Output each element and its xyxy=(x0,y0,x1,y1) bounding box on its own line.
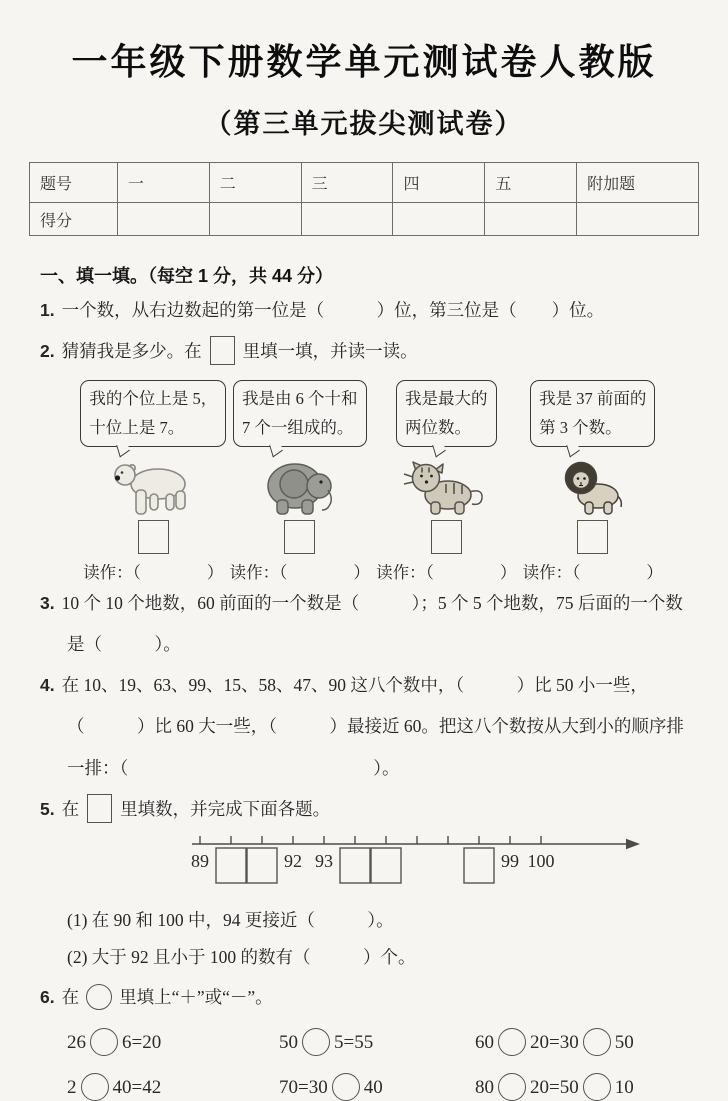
question-2 xyxy=(40,331,692,372)
answer-box[interactable] xyxy=(138,520,169,554)
duzuo-label: 读作：（ ） xyxy=(83,563,224,582)
lion-icon xyxy=(552,456,634,516)
equation-text: 5=55 xyxy=(334,1032,374,1054)
elephant-icon xyxy=(257,456,343,516)
answer-box[interactable] xyxy=(284,520,315,554)
score-cell xyxy=(393,203,485,236)
operator-circle[interactable] xyxy=(332,1073,360,1101)
numberline-tick-label: 92 xyxy=(284,850,302,871)
score-table-header-cell: 题号 xyxy=(30,163,118,203)
numberline-answer-box[interactable] xyxy=(216,848,246,883)
operator-circle[interactable] xyxy=(583,1028,611,1056)
speech-bubble: 我是最大的 两位数。 xyxy=(396,380,497,447)
question-3-text: 10 个 10 个地数，60 前面的一个数是（ ）；5 个 5 个地数，75 后面的一个数是（ ）。 xyxy=(61,593,683,655)
question-2-number: 2. xyxy=(40,341,55,362)
question-5-text-post: 里填数，并完成下面各题。 xyxy=(120,798,331,819)
equation xyxy=(475,1073,692,1101)
score-table-header-cell: 附加题 xyxy=(577,163,699,203)
paper-body xyxy=(0,236,728,1101)
numberline-answer-box[interactable] xyxy=(340,848,370,883)
equation xyxy=(67,1028,279,1056)
duzuo-label: 读作：（ ） xyxy=(522,563,663,582)
question-1-number: 1. xyxy=(40,300,55,320)
score-cell xyxy=(117,203,209,236)
equation xyxy=(67,1073,279,1101)
question-4 xyxy=(40,665,692,788)
question-3 xyxy=(40,583,692,665)
bubble-column xyxy=(227,380,374,583)
equation-text: 40 xyxy=(363,1077,383,1099)
numberline-answer-box[interactable] xyxy=(371,848,401,883)
operator-circle[interactable] xyxy=(498,1073,526,1101)
question-6 xyxy=(40,977,692,1018)
q6-equations-grid xyxy=(40,1028,692,1101)
equation-text: 6=20 xyxy=(122,1032,162,1054)
equation xyxy=(279,1073,475,1101)
bubble-column xyxy=(373,380,520,583)
score-cell xyxy=(485,203,577,236)
score-table-header-cell: 一 xyxy=(117,163,209,203)
section-1-heading: 一、填一填。（每空 1 分，共 44 分） xyxy=(40,266,334,286)
score-table-header-cell: 三 xyxy=(301,163,393,203)
score-table-header-cell: 四 xyxy=(393,163,485,203)
equation-text: 70=30 xyxy=(279,1077,328,1099)
score-row-label: 得分 xyxy=(30,203,118,236)
score-table xyxy=(29,162,699,236)
answer-box[interactable] xyxy=(431,520,462,554)
equation xyxy=(279,1028,475,1056)
operator-circle[interactable] xyxy=(81,1073,109,1101)
score-table-header-cell: 二 xyxy=(209,163,301,203)
blank-circle-icon xyxy=(86,984,112,1010)
question-2-text-post: 里填一填，并读一读。 xyxy=(242,341,418,362)
bubble-column xyxy=(520,380,667,583)
score-cell xyxy=(301,203,393,236)
answer-box[interactable] xyxy=(577,520,608,554)
test-paper-page xyxy=(0,34,728,1099)
numberline-tick-label: 100 xyxy=(527,850,555,871)
question-1-text: 一个数，从右边数起的第一位是（ ）位，第三位是（ ）位。 xyxy=(61,300,605,320)
equation-text: 26 xyxy=(67,1032,86,1054)
question-6-text-post: 里填上“＋”或“－”。 xyxy=(119,987,273,1007)
page-subtitle: （第三单元拔尖测试卷） xyxy=(204,109,524,139)
question-2-text-pre: 猜猜我是多少。在 xyxy=(61,341,202,362)
numberline-tick-label: 99 xyxy=(501,850,519,871)
equation-text: 20=50 xyxy=(530,1077,579,1099)
score-table-header-cell: 五 xyxy=(485,163,577,203)
page-title: 一年级下册数学单元测试卷人教版 xyxy=(71,41,657,82)
number-line[interactable] xyxy=(190,832,692,902)
question-1 xyxy=(40,290,692,331)
blank-box-icon xyxy=(87,794,112,823)
tiger-icon xyxy=(403,456,489,516)
numberline-answer-box[interactable] xyxy=(464,848,494,883)
operator-circle[interactable] xyxy=(583,1073,611,1101)
equation-text: 2 xyxy=(67,1077,77,1099)
question-5-text-pre: 在 xyxy=(61,798,80,819)
numberline-tick-label: 89 xyxy=(191,850,209,871)
q2-bubbles-row xyxy=(40,372,692,583)
polar-bear-icon xyxy=(110,456,196,516)
speech-bubble: 我是 37 前面的 第 3 个数。 xyxy=(530,380,655,447)
question-5-sub-1: (1) 在 90 和 100 中，94 更接近（ ）。 xyxy=(67,909,394,930)
question-6-text-pre: 在 xyxy=(61,987,80,1007)
equation-text: 60 xyxy=(475,1032,494,1054)
question-5-number: 5. xyxy=(40,798,55,819)
question-5-sub-2: (2) 大于 92 且小于 100 的数有（ ）个。 xyxy=(67,947,416,968)
question-4-number: 4. xyxy=(40,675,55,696)
operator-circle[interactable] xyxy=(90,1028,118,1056)
equation-text: 50 xyxy=(614,1032,634,1054)
score-cell xyxy=(209,203,301,236)
equation-text: 80 xyxy=(475,1077,494,1099)
bubble-column xyxy=(80,380,227,583)
operator-circle[interactable] xyxy=(498,1028,526,1056)
speech-bubble: 我的个位上是 5， 十位上是 7。 xyxy=(80,380,226,447)
equation xyxy=(475,1028,692,1056)
question-6-number: 6. xyxy=(40,987,55,1007)
question-3-number: 3. xyxy=(40,593,55,613)
equation-text: 10 xyxy=(614,1077,634,1099)
equation-text: 20=30 xyxy=(530,1032,579,1054)
duzuo-label: 读作：（ ） xyxy=(229,563,370,582)
blank-box-icon xyxy=(210,336,235,365)
speech-bubble: 我是由 6 个十和 7 个一组成的。 xyxy=(233,380,367,447)
numberline-answer-box[interactable] xyxy=(247,848,277,883)
question-4-text: 在 10、19、63、99、15、58、47、90 这八个数中，（ ）比 50 小一些，（ ）比 60 大一些，（ ）最接近 60。把这八个数按从大到小的顺序排一排：（ ）。 xyxy=(61,675,684,778)
operator-circle[interactable] xyxy=(302,1028,330,1056)
question-5 xyxy=(40,789,692,830)
duzuo-label: 读作：（ ） xyxy=(376,563,517,582)
numberline-tick-label: 93 xyxy=(315,850,333,871)
equation-text: 40=42 xyxy=(112,1077,162,1099)
score-cell xyxy=(577,203,699,236)
equation-text: 50 xyxy=(279,1032,298,1054)
